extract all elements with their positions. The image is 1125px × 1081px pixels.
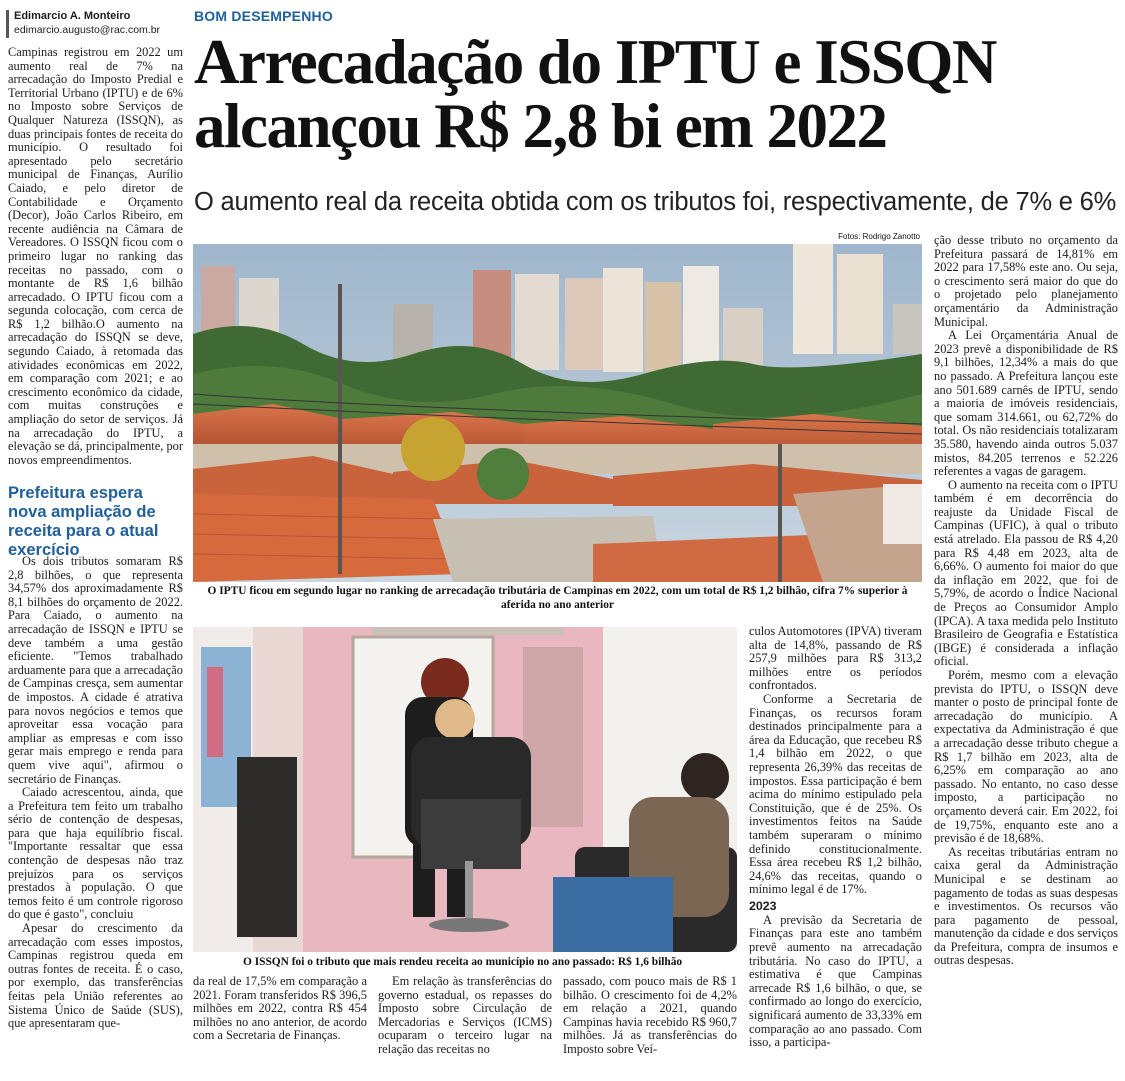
- paragraph: A previsão da Secretaria de Finanças para este ano também prevê aumento na arrecadação tributária. No caso do IPTU, a estimativa é que Campinas arrecade R$ 1,6 bilhão, o que, se confirmado ao longo do exercício, significará aumento de 33,33% em comparação ao ano passado. Com isso, a participa-: [749, 912, 922, 1050]
- article-column-4-bottom: [563, 975, 737, 1079]
- photo-caption: O IPTU ficou em segundo lugar no ranking de arrecadação tributária de Campinas em 2022, com um total de R$ 1,2 bilhão, cifra 7% superior à aferida no ano anterior: [207, 585, 908, 611]
- byline-name: Edimarcio A. Monteiro: [14, 10, 131, 22]
- paragraph: ção desse tributo no orçamento da Prefeitura passará de 14,81% em 2022 para 17,58% este ano. Ou seja, o crescimento será maior do que do o projetado pelo planejamento orçamentário da Administração Municipal.: [934, 234, 1118, 329]
- intertitle: Prefeitura espera nova ampliação de receita para o atual exercício: [8, 484, 159, 559]
- city-rooftops-illustration: [193, 244, 922, 582]
- byline-email: edimarcio.augusto@rac.com.br: [14, 24, 161, 36]
- salon-photo: [193, 627, 737, 952]
- article-column-4: [749, 625, 922, 1080]
- paragraph: passado, com pouco mais de R$ 1 bilhão. O crescimento foi de 4,2% em relação a 2021, quando Campinas havia recebido R$ 960,7 milhões. Já as transferências do Imposto sobre Veí-: [563, 975, 737, 1056]
- paragraph: Conforme a Secretaria de Finanças, os recursos foram destinados principalmente para a área da Educação, que recebeu R$ 1,4 bilhão em 2022, o que representa 26,39% das receitas de impostos. Essa participação é bem acima do mínimo estipulado pela Constituição, que é de 25%. Os investimentos feitos na Saúde também superaram o mínimo definido constitucionalmente. Essa área recebeu R$ 1,2 bilhão, 24,6% das receitas, quando o mínimo legal é de 17%.: [749, 691, 922, 897]
- deck-subtitle: O aumento real da receita obtida com os tributos foi, respectivamente, de 7% e 6%: [194, 188, 1117, 216]
- paragraph: culos Automotores (IPVA) tiveram alta de 14,8%, passando de R$ 257,9 milhões para R$ 313,2 milhões entre os períodos confrontados.: [749, 625, 922, 693]
- paragraph: da real de 17,5% em comparação a 2021. Foram transferidos R$ 396,5 milhões em 2022, contra R$ 454 milhões no ano anterior, de acordo com a Secretaria de Finanças.: [193, 975, 367, 1043]
- intertitle-2023: 2023: [749, 898, 777, 913]
- paragraph: O aumento na receita com o IPTU também é em decorrência do reajuste da Unidade Fiscal de Campinas (UFIC), à qual o tributo está atrelado. Ela passou de R$ 4,20 para R$ 4,48 em 2023, alta de 6,66%. O aumento foi maior do que da inflação em 2022, que foi de 5,79%, de acordo o Índice Nacional de Preços ao Consumidor Amplo (IPCA). A taxa medida pelo Instituto Brasileiro de Geografia e Estatística (IBGE) é considerada a inflação oficial.: [934, 477, 1118, 669]
- article-column-5: [934, 234, 1118, 1080]
- paragraph: Campinas registrou em 2022 um aumento real de 7% na arrecadação do Imposto Predial e Territorial Urbano (IPTU) e de 6% no Imposto sobre Serviços de Qualquer Natureza (ISSQN), as duas principais fontes de receita do município. O resultado foi apresentado pelo secretário municipal de Finanças, Aurílio Caiado, e pelo diretor de Contabilidade e Orçamento (Decor), João Carlos Ribeiro, em recente audiência na Câmara de Vereadores. O ISSQN ficou com o primeiro lugar no ranking das receitas no passado, com o montante de R$ 1,6 bilhão arrecadado. O IPTU ficou com a segunda colocação, com cerca de R$ 1,2 bilhão.O aumento na arrecadação do ISSQN se deve, segundo Caiado, à retomada das atividades econômicas em 2022, em comparação com 2021; e ao crescimento econômico da cidade, com muitas construções e ampliação do setor de serviços. Já na arrecadação do IPTU, a elevação se dá, principalmente, por novos empreendimentos.: [8, 46, 183, 467]
- paragraph: Apesar do crescimento da arrecadação com esses impostos, Campinas registrou queda em outras fontes de receita. É o caso, por exemplo, das transferências feitas pela União referentes ao Sistema Único de Saúde (SUS), que apresentaram que-: [8, 921, 183, 1031]
- paragraph: Porém, mesmo com a elevação prevista do IPTU, o ISSQN deve manter o posto de principal fonte de arrecadação do município. A expectativa da Administração é que a arrecadação desse tributo chegue a R$ 1,7 bilhão em 2023, alta de 6,25% em comparação ao ano passado. No entanto, no caso desse imposto, a participação no orçamento deverá cair. Em 2022, foi de 19,75%, enquanto este ano a previsão é de 18,68%.: [934, 668, 1118, 846]
- article-column-1-top: [8, 46, 183, 478]
- article-column-2-bottom: [193, 975, 367, 1079]
- article-column-1-bottom: [8, 555, 183, 1065]
- paragraph: Os dois tributos somaram R$ 2,8 bilhões, o que representa 34,57% dos aproximadamente R$ 8,1 bilhões do orçamento de 2022. Para Caiado, o aumento na arrecadação de ISSQN e IPTU se deve também a uma gestão eficiente. "Temos trabalhado arduamente para que a arrecadação de Campinas cresça, sem aumentar de impostos. A cidade é atrativa para novos negócios e temos que aproveitar essa vocação para ampliar as empresas e com isso gerar mais emprego e renda para quem vive aqui", afirmou o secretário de Finanças.: [8, 555, 183, 786]
- salon-illustration: [193, 627, 737, 952]
- headline: Arrecadação do IPTU e ISSQN alcançou R$ 2,8 bi em 2022: [194, 27, 996, 161]
- photo-caption: O ISSQN foi o tributo que mais rendeu receita ao município no ano passado: R$ 1,6 bilhão: [243, 956, 683, 968]
- paragraph: Em relação às transferências do governo estadual, os repasses do Imposto sobre Circulação de Mercadorias e Serviços (ICMS) ocuparam o terceiro lugar na relação das receitas no: [378, 975, 552, 1056]
- section-kicker: BOM DESEMPENHO: [194, 8, 333, 24]
- paragraph: A Lei Orçamentária Anual de 2023 prevê a disponibilidade de R$ 9,1 bilhões, 12,34% a mais do que no passado. A Prefeitura lançou este ano 501.689 carnês de IPTU, sendo a maioria de imóveis residenciais, que somam 314.661, ou 62,72% do total. Os não residenciais totalizaram 35.580, havendo ainda outros 5.037 mistos, 84.205 terrenos e 52.226 referentes a vagas de garagem.: [934, 328, 1118, 479]
- article-column-3-bottom: [378, 975, 552, 1079]
- paragraph: As receitas tributárias entram no caixa geral da Administração Municipal e se destinam ao pagamento de todas as suas despesas e investimentos. Os recursos vão para pagamento de pessoal, manutenção da cidade e dos serviços da Prefeitura, compra de insumos e outras despesas.: [934, 844, 1118, 968]
- city-rooftops-photo: [193, 244, 922, 582]
- paragraph: Caiado acrescentou, ainda, que a Prefeitura tem feito um trabalho sério de contenção de despesas, para que haja equilíbrio fiscal. "Importante ressaltar que essa contenção de despesas não traz prejuízos para os serviços prestados à população. O que temos feito é um controle rigoroso do que é gasto", concluiu: [8, 785, 183, 922]
- byline-rule: [6, 10, 9, 38]
- photo-credit: Fotos: Rodrigo Zanotto: [838, 232, 920, 241]
